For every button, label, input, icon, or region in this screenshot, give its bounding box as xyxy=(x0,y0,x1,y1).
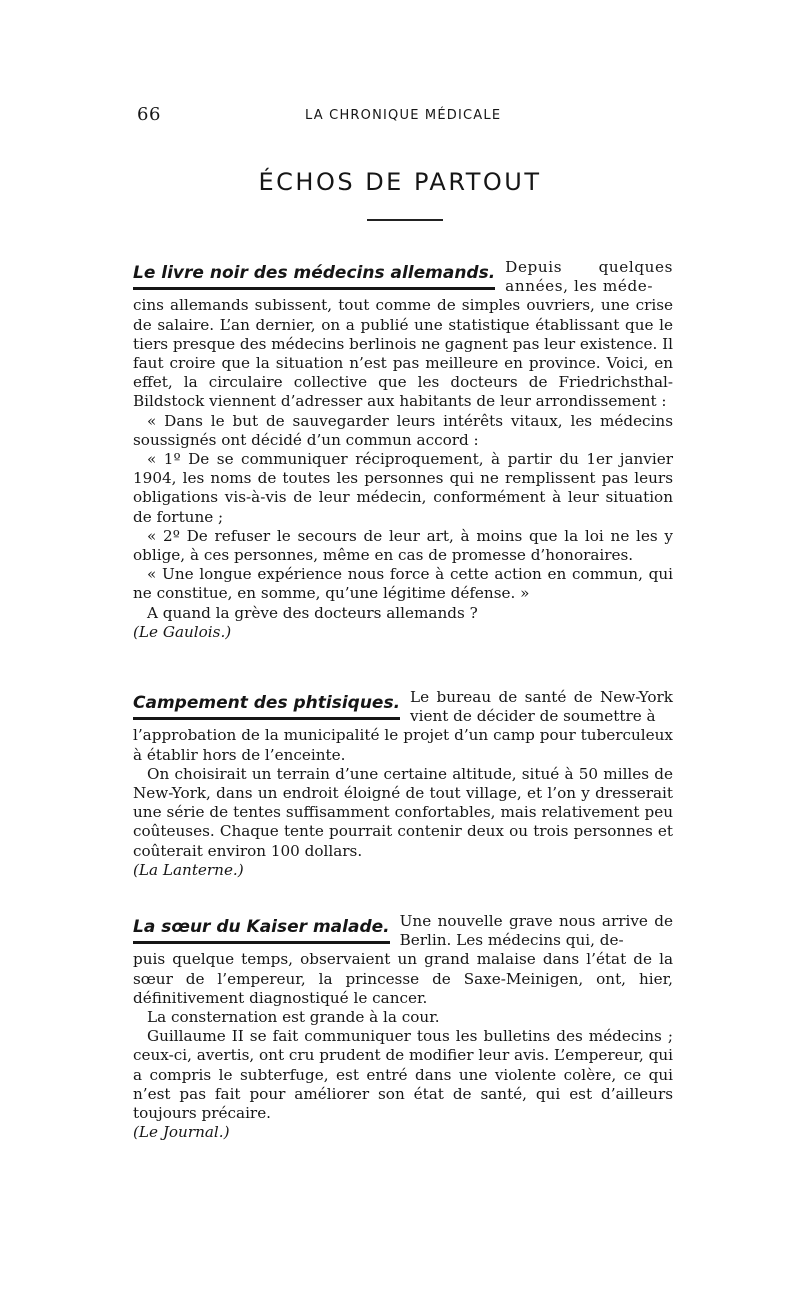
paragraph: cins allemands subissent, tout comme de simples ouvriers, une crise de salaire. L’an dernier, on a publié une statistique établissant que le tiers presque des médecins berlinois ne gagnent pas leur existence. Il faut croire que la situation n’est pas meilleure en province. Voici, en effet, la circulaire collective que les docteurs de Friedrichsthal-Bildstock viennent d’adresser aux habitants de leur arrondissement : xyxy=(133,296,673,411)
article-intro: Le bureau de santé de New-York vient de décider de soumettre à xyxy=(410,688,673,726)
article-source: (Le Gaulois.) xyxy=(133,622,232,641)
paragraph: Guillaume II se fait communiquer tous les bulletins des médecins ; ceux-ci, avertis, ont cru prudent de modifier leur avis. L’empereur, qui a compris le subterfuge, est entré dans une violente colère, ce qui n’est pas fait pour améliorer son état de santé, qui est d’ailleurs toujours précaire. xyxy=(133,1027,673,1123)
running-title: LA CHRONIQUE MÉDICALE xyxy=(305,108,502,123)
paragraph: puis quelque temps, observaient un grand malaise dans l’état de la sœur de l’empereur, la princesse de Saxe-Meinigen, ont, hier, définitivement diagnostiqué le cancer. xyxy=(133,950,673,1007)
paragraph: « 2º De refuser le secours de leur art, à moins que la loi ne les y oblige, à ces personnes, même en cas de promesse d’honoraires. xyxy=(133,526,673,565)
paragraph: l’approbation de la municipalité le projet d’un camp pour tuberculeux à établir hors de l’enceinte. xyxy=(133,726,673,764)
article-head xyxy=(133,912,673,950)
article-soeur-kaiser xyxy=(133,912,673,1142)
article-title: Le livre noir des médecins allemands. xyxy=(133,258,495,290)
article-head xyxy=(133,258,673,296)
paragraph: « Une longue expérience nous force à cette action en commun, qui ne constitue, en somme, qu’une légitime défense. » xyxy=(133,565,673,603)
page-header xyxy=(137,104,673,134)
article-source: (La Lanterne.) xyxy=(133,860,244,879)
paragraph: « 1º De se communiquer réciproquement, à partir du 1er janvier 1904, les noms de toutes les personnes qui ne remplissent pas leurs obligations vis-à-vis de leur médecin, conformément à leur situation de fortune ; xyxy=(133,450,673,526)
page-number: 66 xyxy=(137,104,161,125)
paragraph: « Dans le but de sauvegarder leurs intérêts vitaux, les médecins soussignés ont décidé d’un commun accord : xyxy=(133,411,673,449)
title-rule xyxy=(367,219,443,221)
paragraph: La consternation est grande à la cour. xyxy=(147,1008,440,1027)
paragraph: On choisirait un terrain d’une certaine altitude, situé à 50 milles de New-York, dans un endroit éloigné de tout village, et l’on y dresserait une série de tentes suffisamment confortables, mais relativement peu coûteuses. Chaque tente pourrait contenir deux ou trois personnes et coûterait environ 100 dollars. xyxy=(133,764,673,860)
article-medecins-allemands xyxy=(133,258,673,642)
article-campement-phtisiques xyxy=(133,688,673,880)
section-title: ÉCHOS DE PARTOUT xyxy=(258,168,542,196)
article-intro: Une nouvelle grave nous arrive de Berlin. Les médecins qui, de- xyxy=(399,912,673,950)
paragraph: A quand la grève des docteurs allemands ? xyxy=(147,603,478,622)
article-head xyxy=(133,688,673,726)
article-source: (Le Journal.) xyxy=(133,1123,230,1142)
article-title: La sœur du Kaiser malade. xyxy=(133,912,390,944)
article-intro: Depuis quelques années, les méde- xyxy=(505,258,673,296)
article-title: Campement des phtisiques. xyxy=(133,688,400,720)
